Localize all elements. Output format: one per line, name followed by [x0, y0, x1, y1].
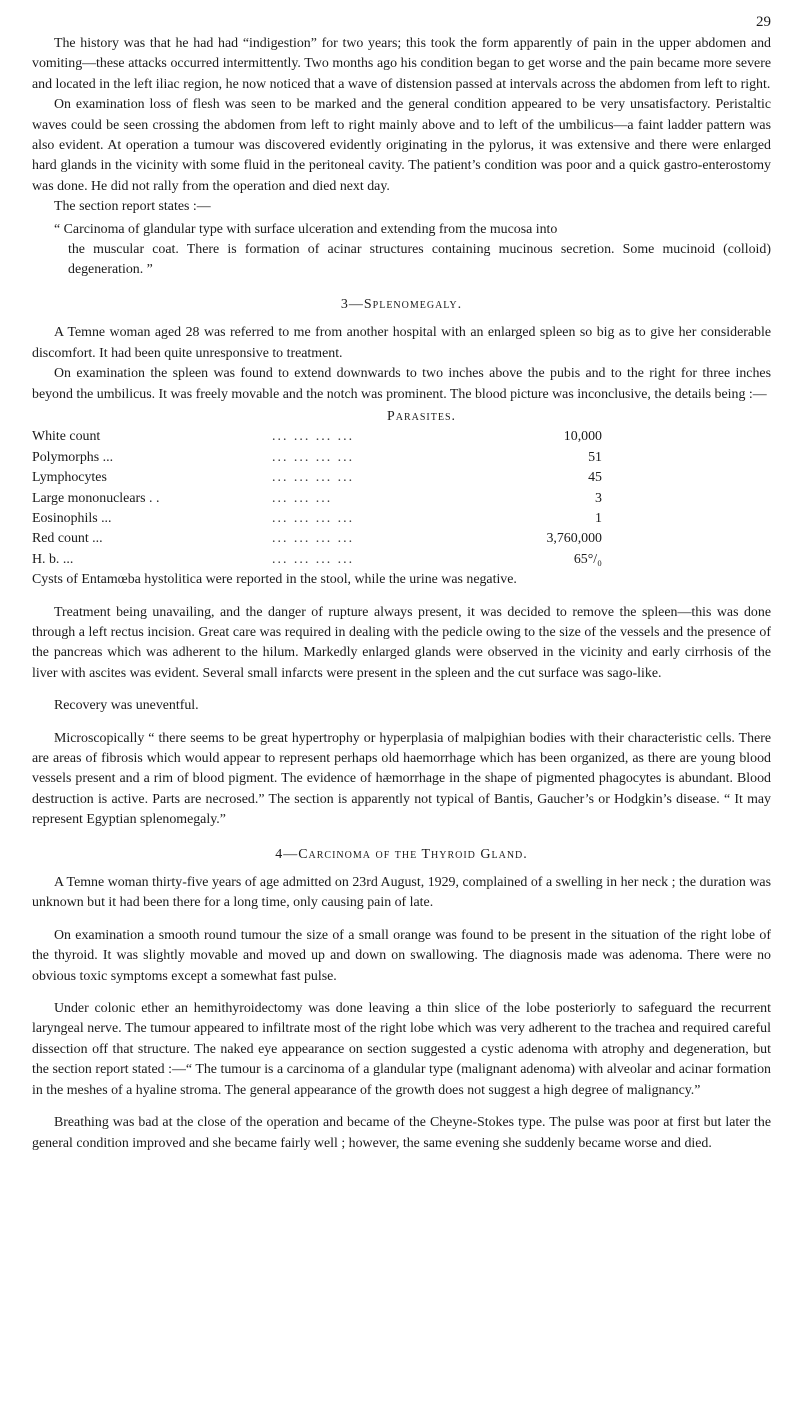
case3-heading: 3—Splenomegaly.	[340, 296, 463, 312]
blood-label: Eosinophils ...	[32, 510, 112, 526]
blood-value: 65°/₀	[573, 551, 602, 567]
table-row	[32, 489, 602, 509]
case3-microscopy-paragraph: Microscopically “ there seems to be great hypertrophy or hyperplasia of malpighian bodies with their characteristic cells. There are areas of fibrosis which would appear to represent perhaps old haemorrhage which has been organized, as there are young blood vessels present and a rim of blood pigment. The evidence of hæmorrhage in the shape of pigmented phagocytes is abundant. Blood destruction is active. Parts are necrosed.” The section is apparently not typical of Bantis, Gaucher’s or Hodgkin’s disease. “ It may represent Egyptian splenomegaly.”	[32, 730, 771, 828]
case3-recovery-paragraph: Recovery was uneventful.	[54, 698, 199, 714]
case4-operation-paragraph: Under colonic ether an hemithyroidectomy was done leaving a thin slice of the lobe posteriorly to safeguard the recurrent laryngeal nerve. The tumour appeared to infiltrate most of the right lobe which was very adherent to the trachea and required careful dissection off that structure. The naked eye appearance on section suggested a cystic adenoma with atrophy and degeneration, but the section report stated :—“ The tumour is a carcinoma of a glandular type (malignant adenoma) with alveolar and acinar formation in the meshes of a hyaline stroma. The general appearance of the growth does not suggest a high degree of malignancy.”	[32, 1001, 771, 1098]
case2-history-paragraph: The history was that he had had “indigestion” for two years; this took the form apparently of pain in the upper abdomen and vomiting—these attacks occurred intermittently. Two months ago his condition began to get worse and the pain became more severe and located in the left iliac region, he now noticed that a wave of distension passed at intervals across the abdomen from left to right.	[32, 36, 771, 92]
leader-dots: ... ... ... ...	[272, 551, 355, 567]
leader-dots: ... ... ... ...	[272, 531, 355, 547]
page-number: 29	[756, 14, 771, 30]
table-row	[32, 509, 602, 529]
case3-cysts-paragraph: Cysts of Entamœba hystolitica were reported in the stool, while the urine was negative.	[32, 572, 517, 588]
blood-value: 3,760,000	[546, 531, 602, 547]
quote-first-line: “ Carcinoma of glandular type with surface ulceration and extending from the mucosa into	[54, 221, 558, 237]
table-row	[32, 468, 602, 488]
blood-label: Lymphocytes	[32, 470, 107, 486]
blood-value: 51	[588, 449, 602, 465]
blood-label: Large mononuclears . .	[32, 490, 160, 506]
case4-outcome-paragraph: Breathing was bad at the close of the operation and became of the Cheyne-Stokes type. The pulse was poor at first but later the general condition improved and she became fairly well ; however, the same evening she suddenly became worse and died.	[32, 1115, 771, 1151]
case4-intro-paragraph: A Temne woman thirty-five years of age admitted on 23rd August, 1929, complained of a swelling in her neck ; the duration was unknown but it had been there for a long time, only causing pain of late.	[32, 875, 771, 911]
leader-dots: ... ... ... ...	[272, 449, 355, 465]
case2-section-quote	[54, 220, 771, 281]
case2-examination-paragraph: On examination loss of flesh was seen to be marked and the general condition appeared to be very unsatisfactory. Peristaltic waves could be seen crossing the abdomen from left to right mainly above and to left of the umbilicus—a faint ladder pattern was also evident. At operation a tumour was discovered evidently originating in the pylorus, it was extensive and there were enlarged hard glands in the vicinity with some fluid in the peritoneal cavity. The patient’s condition was poor and a quick gastro-enterostomy was done. He did not rally from the operation and died next day.	[32, 97, 771, 194]
parasites-title: Parasites.	[387, 408, 456, 424]
case4-heading: 4—Carcinoma of the Thyroid Gland.	[275, 846, 528, 862]
blood-value: 45	[588, 470, 602, 486]
blood-value: 10,000	[563, 429, 602, 445]
table-row	[32, 427, 602, 447]
page-content	[32, 0, 771, 1154]
blood-value: 3	[595, 490, 602, 506]
blood-picture-table	[32, 427, 602, 570]
case4-examination-paragraph: On examination a smooth round tumour the size of a small orange was found to be present in the situation of the right lobe of the thyroid. It was slightly movable and moved up and down on swallowing. The diagnosis made was adenoma. There were no obvious toxic symptoms except a somewhat fast pulse.	[32, 927, 771, 984]
blood-label: H. b. ...	[32, 551, 74, 567]
table-row	[32, 448, 602, 468]
quote-continuation: the muscular coat. There is formation of acinar structures containing mucinous secretion. Some mucinoid (colloid) degeneration. ”	[68, 242, 771, 278]
leader-dots: ... ... ... ...	[272, 429, 355, 445]
table-row	[32, 529, 602, 549]
case3-intro-paragraph: A Temne woman aged 28 was referred to me from another hospital with an enlarged spleen so big as to give her considerable discomfort. It had been quite unresponsive to treatment.	[32, 325, 771, 361]
case2-section-intro: The section report states :—	[54, 199, 211, 215]
blood-label: Polymorphs ...	[32, 449, 114, 465]
leader-dots: ... ... ...	[272, 490, 333, 506]
case3-treatment-paragraph: Treatment being unavailing, and the danger of rupture always present, it was decided to remove the spleen—this was done through a left rectus incision. Great care was required in dealing with the pedicle owing to the size of the vessels and the presence of the pancreas which was adherent to the hilum. Markedly enlarged glands were observed in the vicinity and early cirrhosis of the liver with ascites was evident. Several small infarcts were present in the spleen and the cut surface was sago-like.	[32, 604, 771, 681]
case3-examination-paragraph: On examination the spleen was found to extend downwards to two inches above the pubis and to the right for three inches beyond the umbilicus. It was freely movable and the notch was prominent. The blood picture was inconclusive, the details being :—	[32, 366, 771, 402]
blood-label: Red count ...	[32, 531, 103, 547]
table-row	[32, 550, 602, 570]
blood-label: White count	[32, 429, 101, 445]
leader-dots: ... ... ... ...	[272, 470, 355, 486]
blood-value: 1	[595, 510, 602, 526]
leader-dots: ... ... ... ...	[272, 510, 355, 526]
